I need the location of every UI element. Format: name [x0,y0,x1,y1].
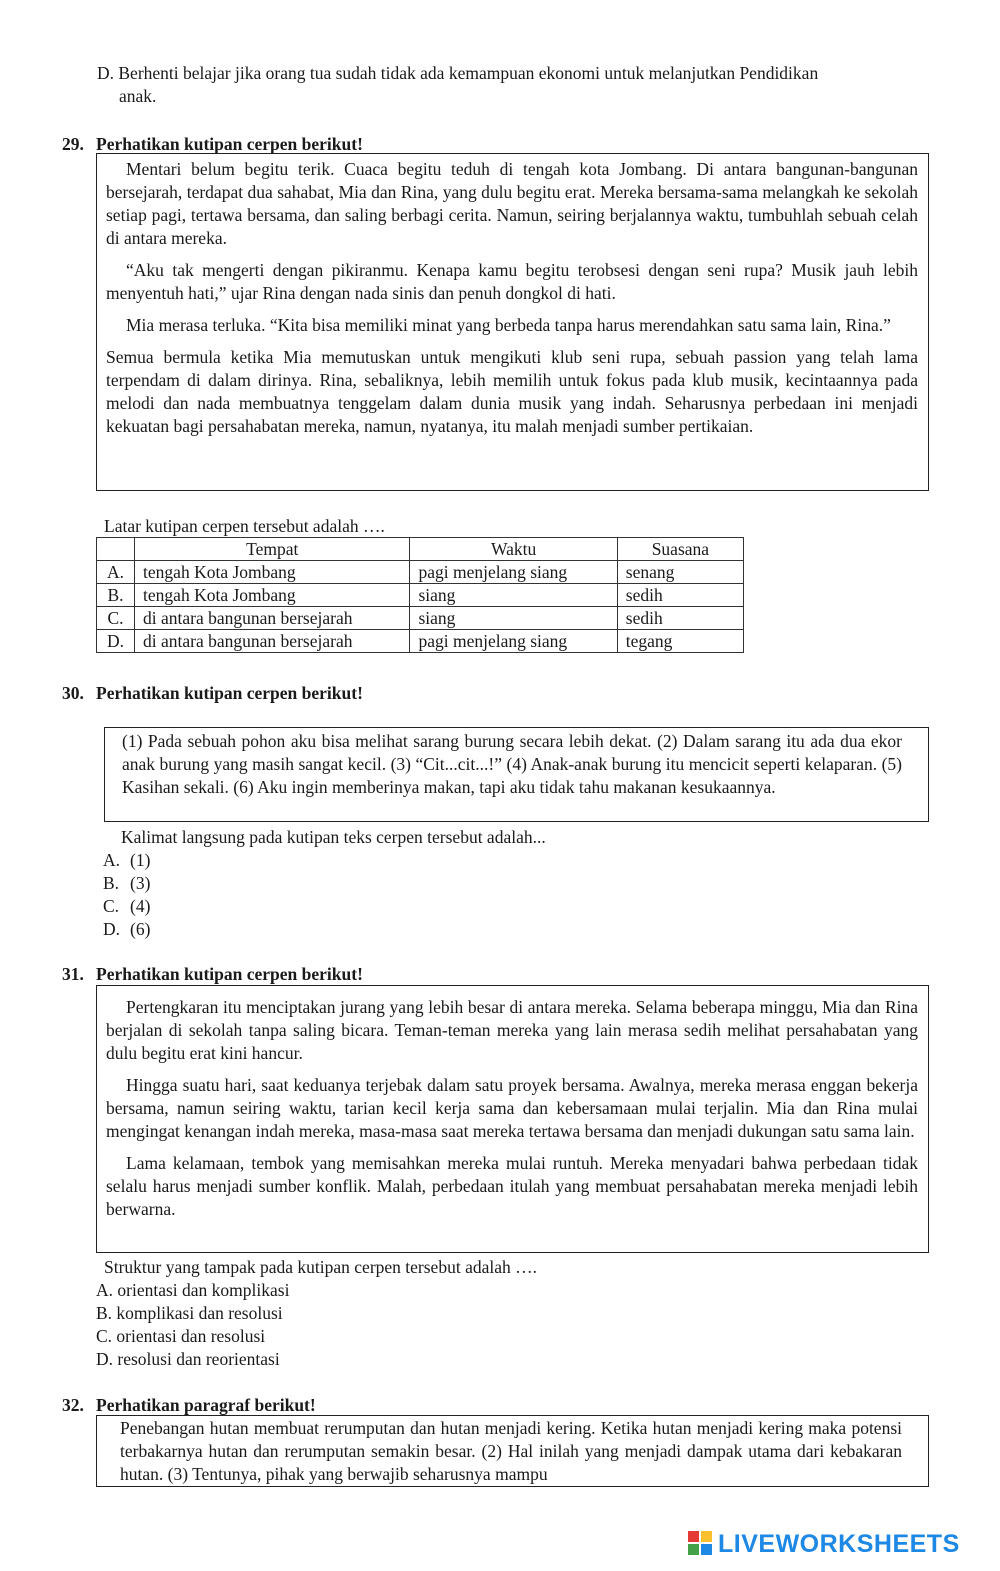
q29-paragraph-1: Mentari belum begitu terik. Cuaca begitu teduh di tengah kota Jombang. Di antara bangunan-bangunan bersejarah, terdapat dua sahabat, Mia dan Rina, yang dulu begitu erat. Mereka bersama-sama melangkah ke sekolah setiap pagi, tertawa bersama, dan saling berbagi cerita. Namun, seiring berjalannya waktu, tumbuhlah sebuah celah di antara mereka. [106,159,918,248]
table-cell: siang [410,584,617,607]
q31-option-d[interactable]: D. resolusi dan reorientasi [96,1349,280,1369]
q30-option-d[interactable] [103,918,150,941]
q29-paragraph-3: Mia merasa terluka. “Kita bisa memiliki minat yang berbeda tanpa harus merendahkan satu sama lain, Rina.” [126,315,891,335]
option-letter: B. [103,873,120,893]
option-letter: D. [97,630,135,653]
question-number: 29. [62,134,84,154]
q29-setting-table [96,537,744,653]
table-header: Tempat [135,538,410,561]
option-d-line2: anak. [119,86,157,106]
table-cell: tengah Kota Jombang [135,584,410,607]
liveworksheets-logo-text: LIVEWORKSHEETS [718,1529,960,1558]
table-cell: di antara bangunan bersejarah [135,630,410,653]
q31-paragraph-1: Pertengkaran itu menciptakan jurang yang lebih besar di antara mereka. Selama beberapa minggu, Mia dan Rina berjalan di sekolah tanpa saling bicara. Teman-teman mereka yang lain merasa sedih melihat persahabatan yang dulu begitu erat kini hancur. [106,997,918,1063]
option-letter: B. [97,584,135,607]
table-row[interactable] [97,630,744,653]
q31-option-c[interactable]: C. orientasi dan resolusi [96,1326,266,1346]
option-letter: A. [103,850,121,870]
question-30-heading [62,682,363,705]
q30-question: Kalimat langsung pada kutipan teks cerpen tersebut adalah... [121,827,546,847]
q30-excerpt-text: (1) Pada sebuah pohon aku bisa melihat sarang burung secara lebih dekat. (2) Dalam sarang itu ada dua ekor anak burung yang masih sangat kecil. (3) “Cit...cit...!” (4) Anak-anak burung itu mencicit seperti kelaparan. (5) Kasihan sekali. (6) Aku ingin memberinya makan, tapi aku tidak tahu makanan kesukaannya. [122,731,902,797]
liveworksheets-logo-icon [688,1531,714,1557]
option-d-line1: D. Berhenti belajar jika orang tua sudah tidak ada kemampuan ekonomi untuk melanjutkan Pendidikan [97,63,819,83]
question-title: Perhatikan kutipan cerpen berikut! [96,683,363,703]
q31-option-a[interactable]: A. orientasi dan komplikasi [96,1280,290,1300]
option-letter: A. [97,561,135,584]
option-letter: C. [103,896,120,916]
question-31-heading [62,963,363,986]
question-number: 30. [62,683,84,703]
option-text: (3) [130,873,151,893]
q29-paragraph-2: “Aku tak mengerti dengan pikiranmu. Kenapa kamu begitu terobsesi dengan seni rupa? Musik jauh lebih menyentuh hati,” ujar Rina dengan nada sinis dan penuh dongkol di hati. [106,260,918,303]
table-cell: siang [410,607,617,630]
option-letter: D. [103,919,121,939]
table-cell: sedih [617,607,743,630]
table-cell: tegang [617,630,743,653]
q31-question: Struktur yang tampak pada kutipan cerpen tersebut adalah …. [104,1257,537,1277]
table-cell: sedih [617,584,743,607]
table-header: Waktu [410,538,617,561]
previous-option-d [97,62,927,108]
option-text: (4) [130,896,151,916]
table-cell: pagi menjelang siang [410,630,617,653]
q30-option-c[interactable] [103,895,150,918]
q30-option-a[interactable] [103,849,150,872]
question-32-heading [62,1394,316,1417]
table-cell: tengah Kota Jombang [135,561,410,584]
question-title: Perhatikan paragraf berikut! [96,1395,316,1415]
q30-excerpt-box [104,727,929,822]
q31-paragraph-3: Lama kelamaan, tembok yang memisahkan mereka mulai runtuh. Mereka menyadari bahwa perbedaan tidak selalu harus menjadi sumber konflik. Malah, perbedaan itulah yang membuat persahabatan mereka menjadi lebih berwarna. [106,1153,918,1219]
q32-paragraph-text: Penebangan hutan membuat rerumputan dan hutan menjadi kering. Ketika hutan menjadi kering maka potensi terbakarnya hutan dan rerumputan semakin besar. (2) Hal inilah yang menjadi dampak utama dari kebakaran hutan. (3) Tentunya, pihak yang berwajib seharusnya mampu [120,1418,902,1484]
q29-excerpt-box [96,153,929,491]
table-header [97,538,135,561]
table-row[interactable] [97,607,744,630]
q29-question: Latar kutipan cerpen tersebut adalah …. [104,516,385,536]
question-number: 32. [62,1395,84,1415]
table-cell: di antara bangunan bersejarah [135,607,410,630]
option-letter: C. [97,607,135,630]
table-header: Suasana [617,538,743,561]
q29-paragraph-4: Semua bermula ketika Mia memutuskan untuk mengikuti klub seni rupa, sebuah passion yang telah lama terpendam di dalam dirinya. Rina, sebaliknya, lebih memilih untuk fokus pada klub musik, kecintaannya pada melodi dan nada membuatnya tenggelam dalam dunia musik yang indah. Seharusnya perbedaan ini menjadi kekuatan bagi persahabatan mereka, namun, nyatanya, itu malah menjadi sumber pertikaian. [106,347,918,436]
table-cell: senang [617,561,743,584]
question-number: 31. [62,964,84,984]
q31-excerpt-box [96,985,929,1253]
q31-paragraph-2: Hingga suatu hari, saat keduanya terjebak dalam satu proyek bersama. Awalnya, mereka merasa enggan bekerja bersama, namun seiring waktu, tarian kecil kerja sama dan kebersamaan mulai terjalin. Mia dan Rina mulai mengingat kenangan indah mereka, masa-masa saat mereka tertawa bersama dan menjadi dukungan satu sama lain. [106,1075,918,1141]
q30-option-b[interactable] [103,872,150,895]
q31-option-b[interactable]: B. komplikasi dan resolusi [96,1303,283,1323]
question-title: Perhatikan kutipan cerpen berikut! [96,964,363,984]
table-row[interactable] [97,561,744,584]
question-title: Perhatikan kutipan cerpen berikut! [96,134,363,154]
table-header-row [97,538,744,561]
q32-paragraph-box [96,1415,929,1487]
liveworksheets-logo[interactable] [688,1527,960,1561]
table-row[interactable] [97,584,744,607]
option-text: (6) [130,919,151,939]
option-text: (1) [130,850,151,870]
table-cell: pagi menjelang siang [410,561,617,584]
